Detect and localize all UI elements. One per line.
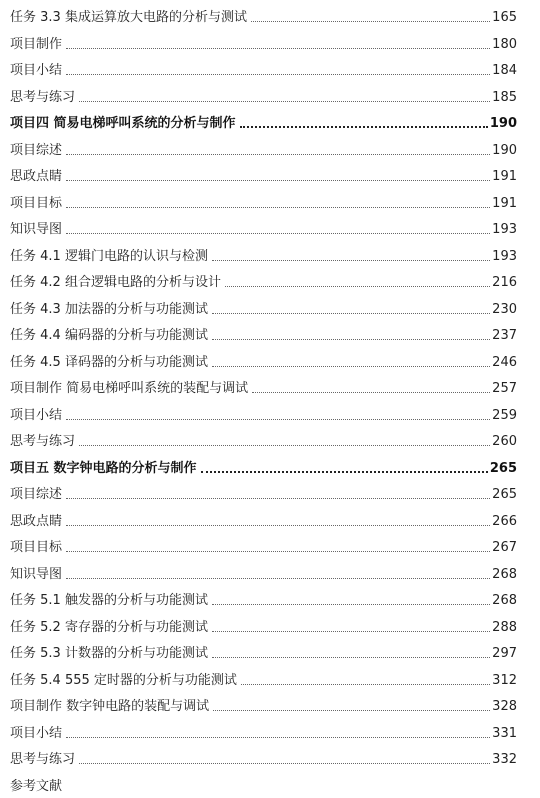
- toc-entry[interactable]: [10, 110, 517, 132]
- toc-entry-page: 259: [492, 407, 517, 423]
- toc-entry-page: 230: [492, 301, 517, 317]
- toc-entry-label: 知识导图: [10, 222, 63, 237]
- toc-entry-page: 257: [492, 381, 517, 396]
- toc-entry[interactable]: [10, 84, 517, 106]
- toc-entry-label: 参考文献: [10, 778, 63, 794]
- dot-leader: [212, 656, 490, 658]
- toc-entry[interactable]: [10, 216, 517, 238]
- dot-leader: [66, 47, 490, 49]
- toc-entry-label: 任务 4.3 加法器的分析与功能测试: [10, 301, 208, 317]
- toc-entry[interactable]: [10, 614, 517, 636]
- toc-entry-label: 项目四 简易电梯呼叫系统的分析与制作: [10, 116, 236, 131]
- toc-entry-page: 237: [492, 328, 517, 343]
- toc-entry[interactable]: [10, 4, 517, 26]
- toc-entry-label: 任务 5.4 555 定时器的分析与功能测试: [10, 672, 237, 688]
- toc-entry-page: 267: [492, 540, 517, 555]
- dot-leader: [212, 603, 490, 605]
- toc-entry-label: 任务 5.3 计数器的分析与功能测试: [10, 646, 208, 661]
- toc-entry-page: 165: [492, 10, 517, 25]
- toc-entry-label: 任务 3.3 集成运算放大电路的分析与测试: [10, 10, 247, 25]
- dot-leader: [212, 630, 490, 632]
- toc-entry-page: 193: [492, 222, 517, 237]
- toc-entry[interactable]: [10, 243, 517, 265]
- toc-entry[interactable]: [10, 322, 517, 344]
- toc-entry-page: 312: [492, 672, 517, 688]
- toc-entry-label: 思政点睛: [10, 169, 63, 184]
- toc-entry[interactable]: [10, 163, 517, 185]
- toc-entry[interactable]: [10, 296, 517, 318]
- toc-entry-label: 思考与练习: [10, 434, 76, 449]
- dot-leader: [251, 20, 490, 22]
- dot-leader: [66, 418, 490, 420]
- toc-entry-page: 266: [492, 513, 517, 529]
- dot-leader: [66, 524, 490, 526]
- toc-entry[interactable]: [10, 587, 517, 609]
- toc-entry-page: 184: [492, 63, 517, 78]
- toc-entry-label: 任务 5.2 寄存器的分析与功能测试: [10, 619, 208, 635]
- toc-entry[interactable]: [10, 640, 517, 662]
- toc-entry[interactable]: [10, 746, 517, 768]
- dot-leader: [66, 153, 490, 155]
- dot-leader: [66, 577, 490, 579]
- dot-leader: [66, 206, 490, 208]
- toc-entry[interactable]: [10, 137, 517, 159]
- toc-entry-page: 265: [489, 460, 517, 476]
- toc-entry-page: 265: [492, 487, 517, 502]
- toc-entry-page: 288: [492, 619, 517, 635]
- dot-leader: [201, 470, 488, 473]
- toc-entry-label: 项目综述: [10, 142, 63, 158]
- dot-leader: [66, 179, 490, 181]
- dot-leader: [212, 312, 490, 314]
- toc-entry-page: 331: [492, 725, 517, 741]
- toc-entry-label: 项目小结: [10, 725, 63, 741]
- dot-leader: [240, 125, 488, 128]
- toc-entry-page: 216: [492, 275, 517, 290]
- dot-leader: [66, 232, 490, 234]
- dot-leader: [241, 683, 490, 685]
- toc-entry-page: 193: [492, 248, 517, 264]
- toc-entry[interactable]: [10, 31, 517, 53]
- toc-entry-label: 任务 5.1 触发器的分析与功能测试: [10, 593, 208, 608]
- dot-leader: [66, 497, 490, 499]
- dot-leader: [66, 736, 490, 738]
- toc-entry[interactable]: [10, 561, 517, 583]
- toc-entry-label: 任务 4.2 组合逻辑电路的分析与设计: [10, 275, 221, 290]
- toc-entry-label: 项目目标: [10, 195, 63, 211]
- toc-entry[interactable]: [10, 402, 517, 424]
- toc-entry-page: 268: [492, 566, 517, 582]
- toc-entry-page: 260: [492, 434, 517, 449]
- toc-entry-label: 任务 4.4 编码器的分析与功能测试: [10, 328, 208, 343]
- toc-entry[interactable]: [10, 534, 517, 556]
- toc-entry-label: 思政点睛: [10, 513, 63, 529]
- toc-entry-label: 思考与练习: [10, 752, 76, 767]
- dot-leader: [79, 444, 490, 446]
- toc-entry[interactable]: [10, 455, 517, 477]
- toc-entry-page: 191: [492, 169, 517, 184]
- toc-entry-label: 任务 4.1 逻辑门电路的认识与检测: [10, 248, 208, 264]
- toc-entry-label: 项目制作 数字钟电路的装配与调试: [10, 699, 210, 714]
- toc-entry-label: 项目综述: [10, 487, 63, 502]
- dot-leader: [212, 365, 490, 367]
- dot-leader: [79, 100, 490, 102]
- toc-entry-page: 328: [492, 699, 517, 714]
- toc-entry[interactable]: [10, 720, 517, 742]
- toc-entry-label: 项目小结: [10, 407, 63, 423]
- toc-entry-label: 项目小结: [10, 63, 63, 78]
- toc-entry[interactable]: [10, 349, 517, 371]
- toc-entry-page: 185: [492, 89, 517, 105]
- dot-leader: [79, 762, 490, 764]
- dot-leader: [225, 285, 490, 287]
- toc-entry-page: 191: [492, 195, 517, 211]
- toc-entry-label: 项目目标: [10, 540, 63, 555]
- toc-entry-label: 项目五 数字钟电路的分析与制作: [10, 460, 197, 476]
- toc-entry-page: 268: [492, 593, 517, 608]
- toc-entry-label: 思考与练习: [10, 89, 76, 105]
- toc-entry[interactable]: [10, 693, 517, 715]
- toc-entry[interactable]: [10, 57, 517, 79]
- toc-entry-page: 190: [492, 142, 517, 158]
- toc-entry[interactable]: [10, 773, 517, 795]
- toc-entry[interactable]: [10, 269, 517, 291]
- dot-leader: [66, 73, 490, 75]
- toc-entry-label: 项目制作: [10, 36, 63, 52]
- toc-entry[interactable]: [10, 375, 517, 397]
- dot-leader: [212, 338, 490, 340]
- toc-entry-label: 项目制作 简易电梯呼叫系统的装配与调试: [10, 381, 249, 396]
- toc-entry-page: 246: [492, 354, 517, 370]
- toc-entry-label: 任务 4.5 译码器的分析与功能测试: [10, 354, 208, 370]
- toc-entry-page: 180: [492, 36, 517, 52]
- dot-leader: [212, 259, 490, 261]
- toc-entry[interactable]: [10, 481, 517, 503]
- toc-entry[interactable]: [10, 190, 517, 212]
- dot-leader: [213, 709, 490, 711]
- toc-entry-page: 332: [492, 752, 517, 767]
- toc-entry-label: 知识导图: [10, 566, 63, 582]
- toc-entry-page: 190: [489, 116, 517, 131]
- toc-entry[interactable]: [10, 508, 517, 530]
- dot-leader: [66, 550, 490, 552]
- toc-entry-page: 297: [492, 646, 517, 661]
- toc-entry[interactable]: [10, 667, 517, 689]
- dot-leader: [252, 391, 490, 393]
- toc-entry[interactable]: [10, 428, 517, 450]
